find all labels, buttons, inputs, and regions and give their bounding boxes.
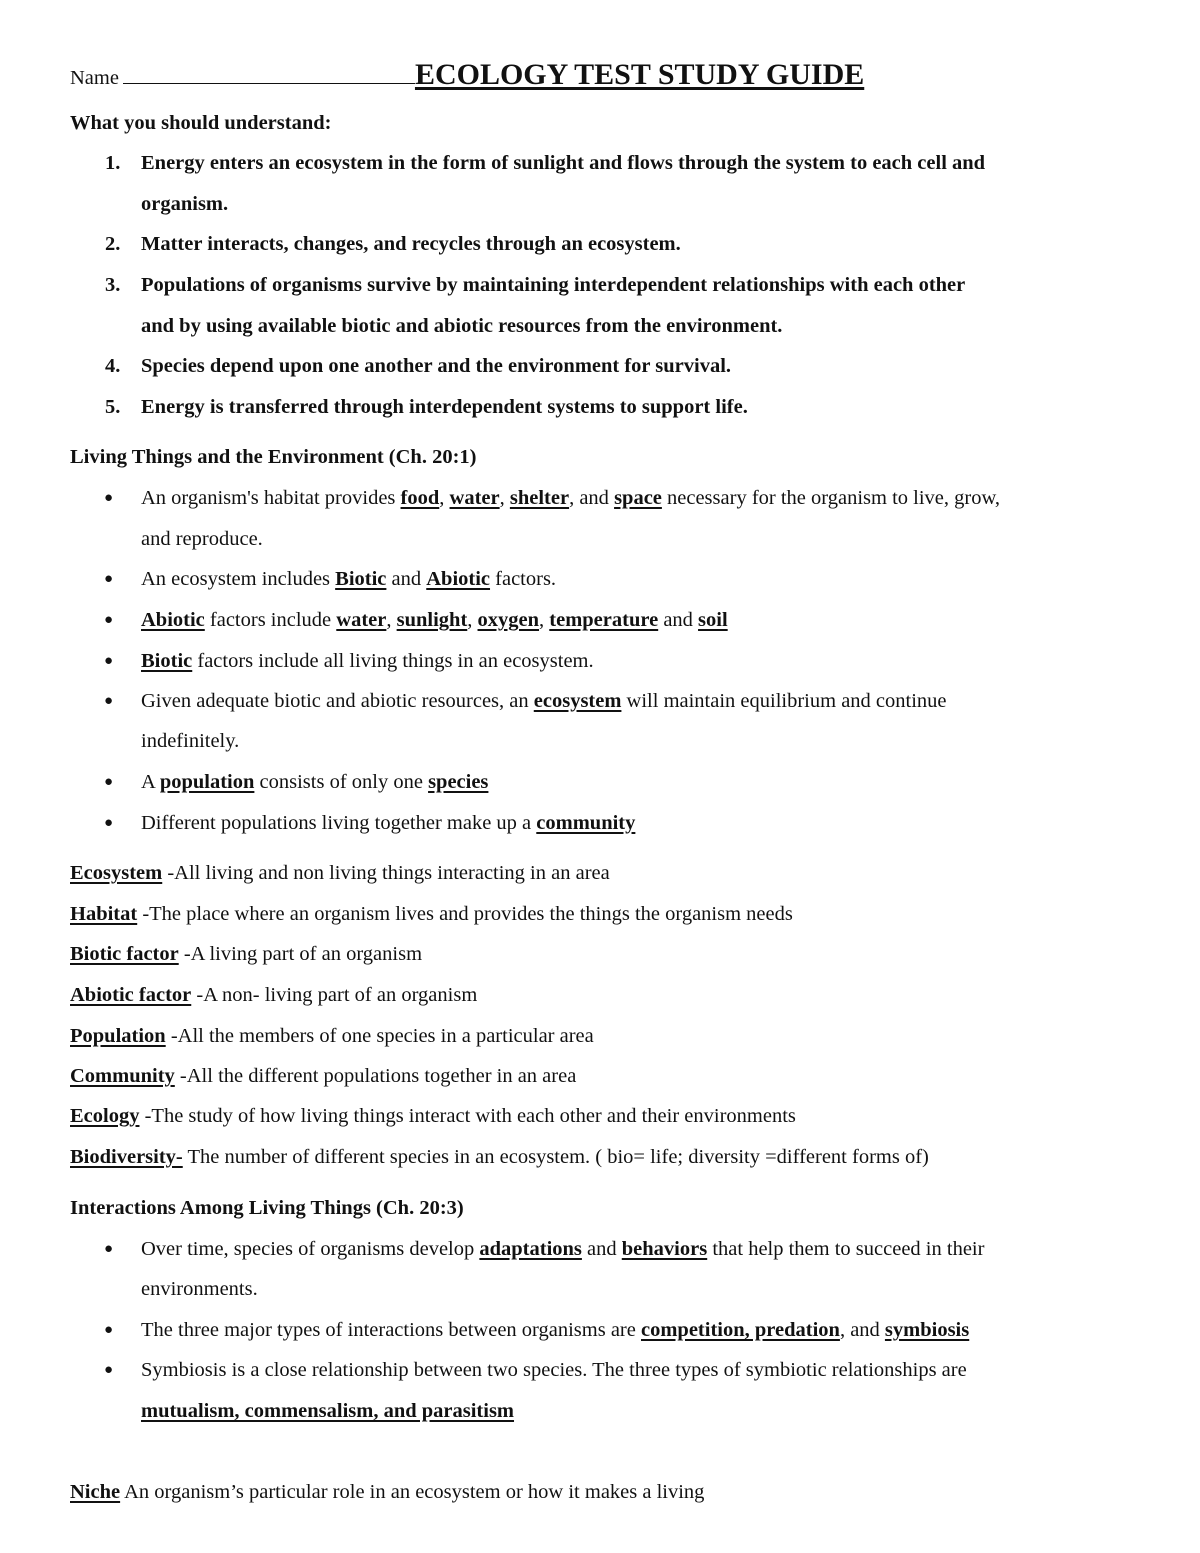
understand-item-5: Energy is transferred through interdependent systems to support life. bbox=[141, 396, 748, 418]
bullet-icon: ● bbox=[104, 1241, 114, 1257]
understand-item-4: Species depend upon one another and the environment for survival. bbox=[141, 355, 732, 377]
definition-community: Community -All the different populations together in an area bbox=[70, 1065, 577, 1087]
bullet-biotic: Biotic factors include all living things in an ecosystem. bbox=[141, 650, 594, 672]
bullet-icon: ● bbox=[104, 693, 114, 709]
definition-biotic-factor: Biotic factor -A living part of an organism bbox=[70, 943, 423, 965]
header bbox=[70, 58, 864, 92]
name-label: Name bbox=[70, 67, 119, 89]
bullet-ecosystem-factors: An ecosystem includes Biotic and Abiotic factors. bbox=[141, 568, 557, 590]
bullet-population: A population consists of only one species bbox=[141, 771, 489, 793]
bullet-icon: ● bbox=[104, 571, 114, 587]
item-number: 1. bbox=[105, 152, 121, 174]
bullet-icon: ● bbox=[104, 1322, 114, 1338]
definition-ecology: Ecology -The study of how living things interact with each other and their environments bbox=[70, 1105, 796, 1127]
understand-heading: What you should understand: bbox=[70, 112, 332, 134]
definition-population: Population -All the members of one species in a particular area bbox=[70, 1025, 594, 1047]
bullet-icon: ● bbox=[104, 612, 114, 628]
section-heading-living-things: Living Things and the Environment (Ch. 20:1) bbox=[70, 446, 477, 468]
definition-biodiversity: Biodiversity- The number of different species in an ecosystem. ( bio= life; diversity =different forms of) bbox=[70, 1146, 929, 1168]
bullet-icon: ● bbox=[104, 815, 114, 831]
bullet-habitat: An organism's habitat provides food, water, shelter, and space necessary for the organism to live, grow, bbox=[141, 487, 1001, 509]
understand-item-2: Matter interacts, changes, and recycles through an ecosystem. bbox=[141, 233, 681, 255]
definition-habitat: Habitat -The place where an organism lives and provides the things the organism needs bbox=[70, 903, 793, 925]
bullet-interaction-types: The three major types of interactions between organisms are competition, predation, and symbiosis bbox=[141, 1319, 970, 1341]
understand-item-3: Populations of organisms survive by maintaining interdependent relationships with each other bbox=[141, 274, 966, 296]
understand-item-1: Energy enters an ecosystem in the form of sunlight and flows through the system to each cell and bbox=[141, 152, 986, 174]
understand-item-1-cont: organism. bbox=[141, 193, 229, 215]
understand-item-3-cont: and by using available biotic and abiotic resources from the environment. bbox=[141, 315, 783, 337]
bullet-symbiosis-types: mutualism, commensalism, and parasitism bbox=[141, 1400, 515, 1422]
bullet-habitat-cont: and reproduce. bbox=[141, 528, 263, 550]
bullet-icon: ● bbox=[104, 653, 114, 669]
bullet-abiotic: Abiotic factors include water, sunlight, oxygen, temperature and soil bbox=[141, 609, 728, 631]
name-blank-line[interactable] bbox=[123, 61, 415, 84]
bullet-symbiosis: Symbiosis is a close relationship between two species. The three types of symbiotic relationships are bbox=[141, 1359, 967, 1381]
page-title: ECOLOGY TEST STUDY GUIDE bbox=[414, 58, 865, 91]
bullet-icon: ● bbox=[104, 1362, 114, 1378]
bullet-adaptations: Over time, species of organisms develop adaptations and behaviors that help them to succeed in their bbox=[141, 1238, 985, 1260]
bullet-equilibrium: Given adequate biotic and abiotic resources, an ecosystem will maintain equilibrium and continue bbox=[141, 690, 947, 712]
definition-niche: Niche An organism’s particular role in an ecosystem or how it makes a living bbox=[70, 1481, 705, 1503]
definition-ecosystem: Ecosystem -All living and non living things interacting in an area bbox=[70, 862, 610, 884]
bullet-equilibrium-cont: indefinitely. bbox=[141, 730, 240, 752]
item-number: 5. bbox=[105, 396, 121, 418]
item-number: 2. bbox=[105, 233, 121, 255]
section-heading-interactions: Interactions Among Living Things (Ch. 20:3) bbox=[70, 1197, 464, 1219]
bullet-icon: ● bbox=[104, 490, 114, 506]
item-number: 3. bbox=[105, 274, 121, 296]
bullet-community: Different populations living together make up a community bbox=[141, 812, 636, 834]
bullet-adaptations-cont: environments. bbox=[141, 1278, 258, 1300]
definition-abiotic-factor: Abiotic factor -A non- living part of an organism bbox=[70, 984, 478, 1006]
bullet-icon: ● bbox=[104, 774, 114, 790]
item-number: 4. bbox=[105, 355, 121, 377]
